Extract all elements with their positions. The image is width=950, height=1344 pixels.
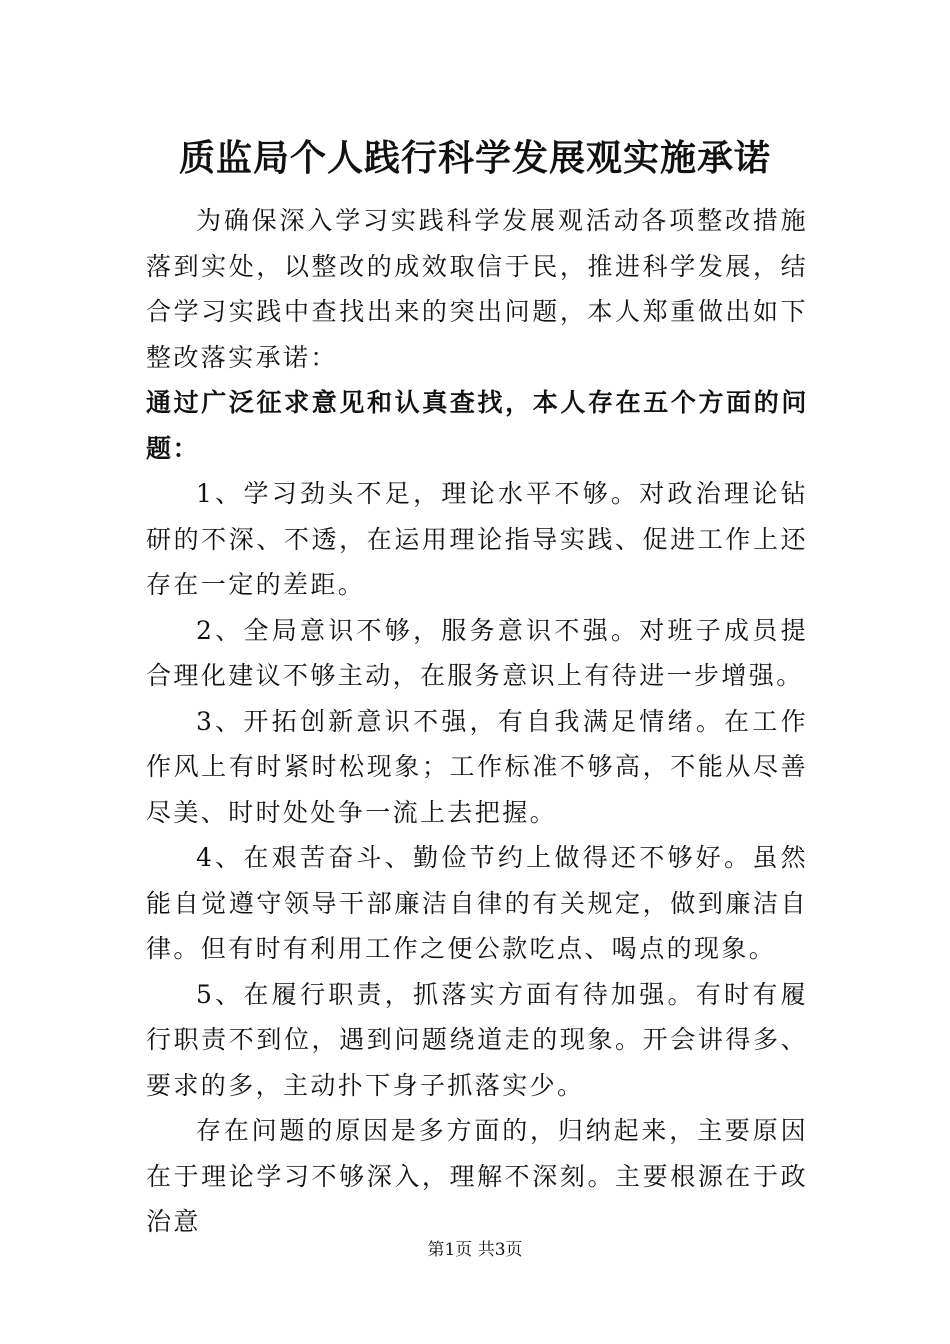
cause-paragraph: 存在问题的原因是多方面的，归纳起来，主要原因在于理论学习不够深入，理解不深刻。主要根源在于政治意 [146,1116,808,1236]
document-title: 质监局个人践行科学发展观实施承诺 [178,137,771,179]
document-body [146,198,808,1245]
intro-paragraph: 为确保深入学习实践科学发展观活动各项整改措施落到实处，以整改的成效取信于民，推进科学发展，结合学习实践中查找出来的突出问题，本人郑重做出如下整改落实承诺： [146,206,808,372]
problem-item-5: 5、在履行职责，抓落实方面有待加强。有时有履行职责不到位，遇到问题绕道走的现象。开会讲得多、要求的多，主动扑下身子抓落实少。 [146,979,808,1100]
problem-item-4: 4、在艰苦奋斗、勤俭节约上做得还不够好。虽然能自觉遵守领导干部廉洁自律的有关规定，做到廉洁自律。但有时有利用工作之便公款吃点、喝点的现象。 [146,843,808,963]
problem-item-2: 2、全局意识不够，服务意识不强。对班子成员提合理化建议不够主动，在服务意识上有待进一步增强。 [146,615,808,690]
problem-item-1: 1、学习劲头不足，理论水平不够。对政治理论钻研的不深、不透，在运用理论指导实践、促进工作上还存在一定的差距。 [146,479,808,599]
problem-item-3: 3、开拓创新意识不强，有自我满足情绪。在工作作风上有时紧时松现象；工作标准不够高，不能从尽善尽美、时时处处争一流上去把握。 [146,706,808,827]
page-number-footer: 第1页 共3页 [427,1240,523,1260]
problems-heading: 通过广泛征求意见和认真查找，本人存在五个方面的问题： [146,388,808,463]
